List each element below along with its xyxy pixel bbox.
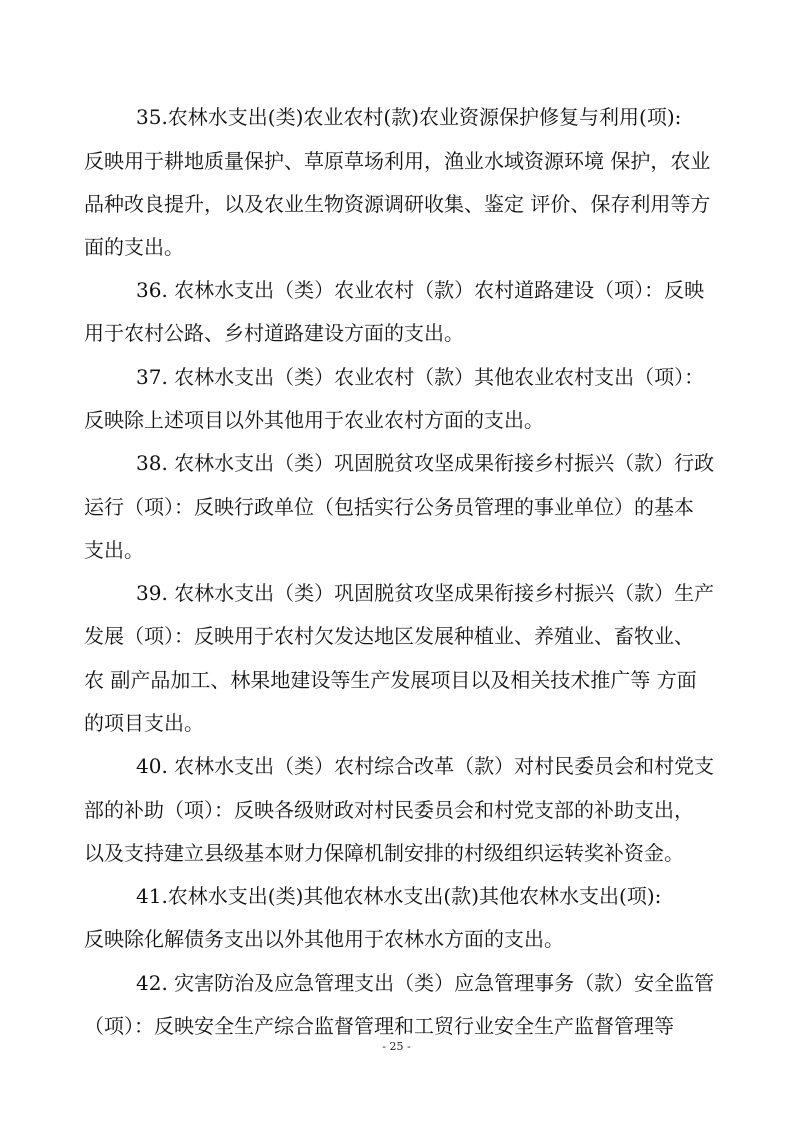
text-line: 发展（项）：反映用于农村欠发达地区发展种植业、养殖业、畜牧业、 bbox=[84, 624, 694, 648]
text-line: 农 副产品加工、林果地建设等生产发展项目以及相关技术推广等 方面 bbox=[84, 668, 697, 692]
text-line: 反映除化解债务支出以外其他用于农林水方面的支出。 bbox=[84, 927, 564, 951]
text-line: 的项目支出。 bbox=[84, 711, 204, 735]
text-line: 以及支持建立县级基本财力保障机制安排的村级组织运转奖补资金。 bbox=[84, 841, 684, 865]
text-line: 37. 农林水支出（类）农业农村（款）其他农业农村支出（项）： bbox=[136, 365, 705, 389]
text-line: 面的支出。 bbox=[84, 235, 184, 259]
text-line: 用于农村公路、乡村道路建设方面的支出。 bbox=[84, 321, 464, 345]
page-number: - 25 - bbox=[382, 1040, 411, 1053]
text-line: 40. 农林水支出（类）农村综合改革（款）对村民委员会和村党支 bbox=[136, 754, 715, 778]
text-line: 反映除上述项目以外其他用于农业农村方面的支出。 bbox=[84, 408, 544, 432]
text-line: 部的补助（项）：反映各级财政对村民委员会和村党支部的补助支出， bbox=[84, 798, 694, 822]
text-line: 36. 农林水支出（类）农业农村（款）农村道路建设（项）：反映 bbox=[136, 278, 705, 302]
text-line: 42. 灾害防治及应急管理支出（类）应急管理事务（款）安全监管 bbox=[136, 971, 715, 995]
text-line: 39. 农林水支出（类）巩固脱贫攻坚成果衔接乡村振兴（款）生产 bbox=[136, 581, 715, 605]
text-line: 支出。 bbox=[84, 538, 144, 562]
text-line: 41.农林水支出(类)其他农林水支出(款)其他农林水支出(项): bbox=[136, 884, 662, 908]
text-line: 品种改良提升，以及农业生物资源调研收集、鉴定 评价、保存利用等方 bbox=[84, 192, 711, 216]
text-line: 反映用于耕地质量保护、草原草场利用，渔业水域资源环境 保护，农业 bbox=[84, 149, 711, 173]
text-line: （项）：反映安全生产综合监督管理和工贸行业安全生产监督管理等 bbox=[84, 1014, 674, 1038]
text-line: 38. 农林水支出（类）巩固脱贫攻坚成果衔接乡村振兴（款）行政 bbox=[136, 451, 715, 475]
text-line: 运行（项）：反映行政单位（包括实行公务员管理的事业单位）的基本 bbox=[84, 495, 694, 519]
text-line: 35.农林水支出(类)农业农村(款)农业资源保护修复与利用(项): bbox=[136, 105, 682, 129]
